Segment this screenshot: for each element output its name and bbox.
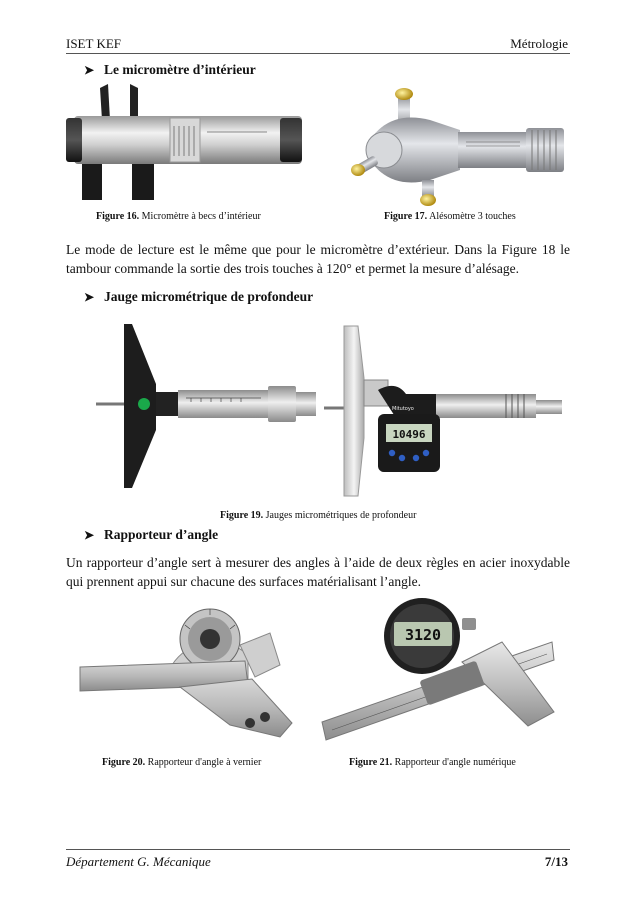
figure-20-image [80, 605, 300, 745]
caption-figure-20 [102, 757, 261, 768]
caption-text: Jauges micrométriques de profondeur [263, 510, 417, 521]
paragraph-reading-mode: Le mode de lecture est le même que pour le micromètre d’extérieur. Dans la Figure 18 le tambour commande la sortie des trois touches à 120° et permet la mesure d’alésage. [66, 242, 570, 276]
footer-rule [66, 849, 570, 850]
section-heading-inside-micrometer [84, 62, 256, 78]
arrow-bullet-icon: ➤ [84, 528, 95, 542]
digital-protractor-readout: 3120 [404, 626, 442, 644]
caption-text: Rapporteur d'angle à vernier [145, 757, 262, 768]
caption-figure-16 [96, 211, 261, 222]
figure-16-image [62, 80, 312, 210]
brand-label: Mitutoyo [392, 406, 414, 412]
digital-depth-readout: 10496 [392, 428, 426, 441]
footer-department: Département G. Mécanique [66, 854, 211, 869]
caption-figure-19 [220, 510, 416, 521]
header-rule [66, 53, 570, 54]
header-left: ISET KEF [66, 36, 122, 51]
caption-text: Micromètre à becs d’intérieur [139, 211, 261, 222]
arrow-bullet-icon: ➤ [84, 290, 95, 304]
section-heading-text: Jauge micrométrique de profondeur [104, 289, 314, 304]
caption-text: Rapporteur d'angle numérique [392, 757, 516, 768]
caption-figure-21 [349, 757, 516, 768]
figure-19-image [96, 318, 576, 498]
caption-number: Figure 21. [349, 757, 393, 768]
caption-number: Figure 16. [96, 211, 140, 222]
caption-number: Figure 20. [102, 757, 146, 768]
figure-17-image [350, 80, 570, 210]
section-heading-protractor [84, 527, 218, 543]
arrow-bullet-icon: ➤ [84, 63, 95, 77]
section-heading-depth-gauge [84, 289, 313, 305]
section-heading-text: Rapporteur d’angle [104, 527, 219, 542]
header-right: Métrologie [510, 36, 568, 51]
paragraph-protractor-description: Un rapporteur d’angle sert à mesurer des angles à l’aide de deux règles en acier inoxydable qui prennent appui sur chacune des surfaces matérialisant l’angle. [66, 555, 570, 589]
caption-number: Figure 19. [220, 510, 264, 521]
figure-21-image [322, 600, 558, 750]
page-number: 7/13 [544, 854, 568, 869]
caption-figure-17 [384, 211, 516, 222]
caption-number: Figure 17. [384, 211, 428, 222]
caption-text: Alésomètre 3 touches [427, 211, 516, 222]
section-heading-text: Le micromètre d’intérieur [104, 62, 256, 77]
